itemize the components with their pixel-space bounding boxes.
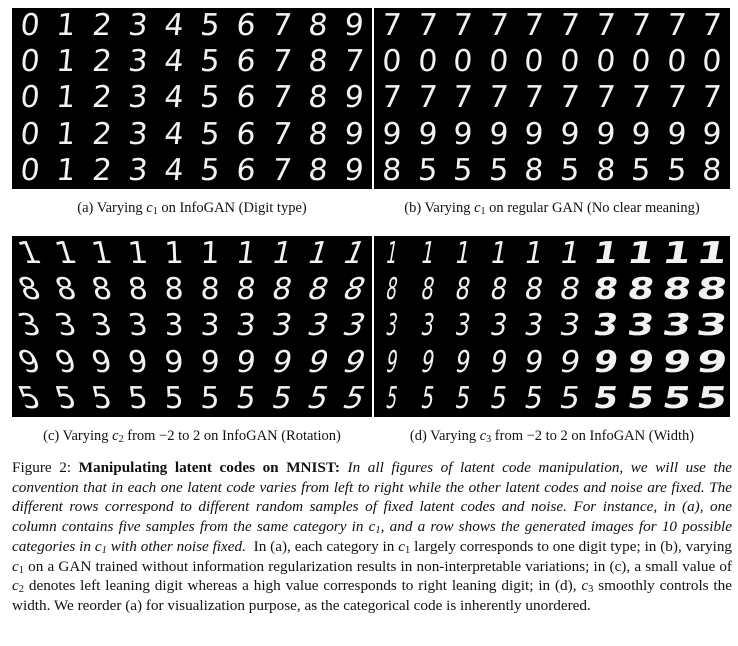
digit-cell: 8 [522, 272, 547, 308]
digit-cell: 8 [306, 80, 330, 116]
digit-cell: 3 [522, 308, 547, 344]
digit-cell: 5 [694, 380, 730, 416]
digit-cell: 8 [306, 116, 330, 152]
digit-cell: 5 [624, 380, 658, 416]
digit-cell: 1 [303, 236, 334, 272]
digit-cell: 7 [270, 116, 294, 152]
digit-cell: 5 [559, 152, 581, 188]
digit-cell: 8 [337, 272, 371, 308]
digit-cell: 0 [18, 44, 42, 80]
digit-cell: 3 [126, 116, 150, 152]
digit-cell: 3 [88, 308, 116, 344]
digit-cell: 1 [163, 236, 185, 272]
digit-cell: 8 [126, 272, 150, 308]
subcaption-c: (c) Varying $c_2$ from −2 to 2 on InfoGAN (Rotation) [43, 428, 341, 445]
caption-title: Manipulating latent codes on MNIST: [78, 459, 340, 476]
digit-cell: 7 [452, 80, 474, 116]
digit-cell: 9 [416, 116, 439, 152]
digit-cell: 5 [452, 380, 474, 416]
digit-cell: 7 [270, 152, 294, 188]
digit-cell: 2 [90, 116, 114, 152]
digit-cell: 3 [126, 80, 150, 116]
digit-cell: 5 [198, 152, 222, 188]
digit-cell: 9 [303, 344, 334, 380]
digit-cell: 5 [590, 380, 621, 416]
digit-cell: 1 [54, 80, 78, 116]
digit-cell: 7 [523, 8, 545, 44]
digit-cell: 8 [418, 272, 437, 308]
digit-cell: 7 [487, 80, 510, 116]
digit-cell: 3 [556, 308, 583, 344]
digit-cell: 1 [88, 236, 116, 272]
digit-cell: 8 [659, 272, 694, 308]
digit-cell: 4 [162, 44, 186, 80]
digit-cell: 8 [268, 272, 296, 308]
digit-cell: 7 [452, 8, 474, 44]
digit-cell: 5 [418, 380, 437, 416]
digit-cell: 3 [126, 8, 150, 44]
digit-cell: 3 [624, 308, 658, 344]
digit-cell: 5 [50, 380, 81, 416]
digit-cell: 7 [487, 8, 510, 44]
digit-cell: 9 [452, 344, 474, 380]
digit-cell: 6 [234, 80, 258, 116]
digit-cell: 9 [487, 116, 510, 152]
digit-cell: 0 [559, 44, 581, 80]
digit-cell: 9 [381, 116, 403, 152]
digit-cell: 3 [418, 308, 437, 344]
digit-cell: 0 [452, 44, 474, 80]
digit-cell: 9 [88, 344, 116, 380]
digit-cell: 0 [594, 44, 617, 80]
digit-cell: 0 [487, 44, 510, 80]
digit-cell: 7 [381, 80, 403, 116]
digit-cell: 3 [659, 308, 694, 344]
digit-cell: 7 [559, 8, 581, 44]
digit-cell: 9 [556, 344, 583, 380]
digit-cell: 5 [487, 152, 510, 188]
digit-cell: 7 [594, 8, 617, 44]
digit-cell: 3 [126, 44, 150, 80]
digit-cell: 2 [90, 8, 114, 44]
digit-cell: 1 [13, 236, 47, 272]
digit-cell: 1 [126, 236, 150, 272]
digit-cell: 5 [199, 380, 221, 416]
digit-cell: 3 [590, 308, 621, 344]
digit-cell: 8 [594, 152, 617, 188]
digit-cell: 9 [590, 344, 621, 380]
digit-cell: 6 [234, 44, 258, 80]
subcaption-a: (a) Varying $c_1$ on InfoGAN (Digit type) [77, 200, 307, 217]
digit-cell: 4 [162, 80, 186, 116]
digit-cell: 3 [199, 308, 221, 344]
digit-cell: 3 [694, 308, 730, 344]
digit-cell: 8 [556, 272, 583, 308]
digit-cell: 9 [418, 344, 437, 380]
digit-cell: 5 [163, 380, 185, 416]
digit-cell: 3 [303, 308, 334, 344]
digit-cell: 8 [88, 272, 116, 308]
digit-cell: 1 [694, 236, 730, 272]
panel-d-width-grid [374, 236, 730, 417]
digit-grid-c [12, 236, 372, 417]
digit-cell: 1 [452, 236, 474, 272]
digit-cell: 8 [383, 272, 401, 308]
digit-cell: 0 [381, 44, 403, 80]
digit-cell: 9 [199, 344, 221, 380]
digit-cell: 0 [18, 80, 42, 116]
subcaption-b: (b) Varying $c_1$ on regular GAN (No clear meaning) [404, 200, 700, 217]
digit-cell: 9 [342, 116, 366, 152]
digit-cell: 7 [416, 80, 439, 116]
panel-a-digit-type-grid [12, 8, 372, 189]
digit-cell: 8 [306, 8, 330, 44]
digit-cell: 8 [694, 272, 730, 308]
digit-cell: 8 [452, 272, 474, 308]
digit-cell: 2 [90, 44, 114, 80]
digit-cell: 1 [268, 236, 296, 272]
digit-cell: 7 [701, 8, 723, 44]
digit-cell: 1 [54, 152, 78, 188]
digit-cell: 7 [416, 8, 439, 44]
figure-caption: Figure 2: Manipulating latent codes on MNIST: In all figures of latent code manipulation, we will use the convention that in each one latent code varies from left to right while the other latent codes and noise are fixed. The different rows correspond to different random samples of fixed latent codes and noise. For instance, in (a), one column contains five samples from the same category in $c_1$, and a row shows the generated images for 10 possible categories in $c_1$ with other noise fixed. In (a), each category in $c_1$ largely corresponds to one digit type; in (b), varying $c_1$ on a GAN trained without information regularization results in non-interpretable variations; in (c), a small value of $c_2$ denotes left leaning digit whereas a high value corresponds to right leaning digit; in (d), $c_3$ smoothly controls the width. We reorder (a) for visualization purpose, as the categorical code is inherently unordered. [12, 459, 733, 614]
digit-cell: 3 [163, 308, 185, 344]
digit-cell: 7 [270, 44, 294, 80]
digit-grid-b [374, 8, 730, 189]
digit-cell: 8 [234, 272, 258, 308]
digit-cell: 1 [383, 236, 401, 272]
digit-cell: 7 [665, 80, 688, 116]
digit-cell: 9 [337, 344, 371, 380]
digit-cell: 7 [270, 80, 294, 116]
digit-cell: 4 [162, 116, 186, 152]
panel-c-rotation-grid [12, 236, 372, 417]
digit-cell: 3 [126, 152, 150, 188]
digit-cell: 8 [624, 272, 658, 308]
digit-cell: 9 [383, 344, 401, 380]
digit-cell: 9 [522, 344, 547, 380]
digit-cell: 9 [694, 344, 730, 380]
digit-cell: 0 [18, 152, 42, 188]
digit-cell: 1 [522, 236, 547, 272]
digit-grid-a [12, 8, 372, 189]
digit-cell: 8 [381, 152, 403, 188]
digit-cell: 2 [90, 152, 114, 188]
digit-cell: 5 [268, 380, 296, 416]
digit-cell: 9 [594, 116, 617, 152]
digit-cell: 0 [18, 116, 42, 152]
digit-cell: 9 [630, 116, 652, 152]
digit-grid-d [374, 236, 730, 417]
digit-cell: 9 [268, 344, 296, 380]
digit-cell: 5 [659, 380, 694, 416]
digit-cell: 5 [198, 44, 222, 80]
digit-cell: 9 [342, 8, 366, 44]
digit-cell: 5 [88, 380, 116, 416]
digit-cell: 3 [234, 308, 258, 344]
digit-cell: 9 [163, 344, 185, 380]
digit-cell: 1 [234, 236, 258, 272]
digit-cell: 2 [90, 80, 114, 116]
digit-cell: 5 [337, 380, 371, 416]
digit-cell: 3 [126, 308, 150, 344]
digit-cell: 8 [701, 152, 723, 188]
digit-cell: 9 [701, 116, 723, 152]
digit-cell: 7 [665, 8, 688, 44]
digit-cell: 8 [590, 272, 621, 308]
digit-cell: 7 [594, 80, 617, 116]
digit-cell: 3 [337, 308, 371, 344]
digit-cell: 6 [234, 152, 258, 188]
digit-cell: 3 [50, 308, 81, 344]
digit-cell: 7 [342, 44, 366, 80]
digit-cell: 5 [630, 152, 652, 188]
digit-cell: 7 [701, 80, 723, 116]
digit-cell: 5 [13, 380, 47, 416]
digit-cell: 1 [556, 236, 583, 272]
digit-cell: 1 [54, 44, 78, 80]
digit-cell: 5 [126, 380, 150, 416]
digit-cell: 7 [630, 8, 652, 44]
digit-cell: 5 [665, 152, 688, 188]
digit-cell: 1 [418, 236, 437, 272]
digit-cell: 5 [452, 152, 474, 188]
digit-cell: 9 [624, 344, 658, 380]
digit-cell: 3 [383, 308, 401, 344]
digit-cell: 8 [13, 272, 47, 308]
digit-cell: 0 [701, 44, 723, 80]
digit-cell: 6 [234, 116, 258, 152]
digit-cell: 7 [270, 8, 294, 44]
digit-cell: 5 [487, 380, 510, 416]
digit-cell: 0 [630, 44, 652, 80]
digit-cell: 8 [306, 152, 330, 188]
digit-cell: 5 [198, 116, 222, 152]
digit-cell: 9 [523, 116, 545, 152]
digit-cell: 5 [198, 8, 222, 44]
digit-cell: 1 [624, 236, 658, 272]
digit-cell: 1 [54, 8, 78, 44]
digit-cell: 9 [452, 116, 474, 152]
digit-cell: 1 [337, 236, 371, 272]
digit-cell: 9 [659, 344, 694, 380]
digit-cell: 7 [559, 80, 581, 116]
digit-cell: 5 [522, 380, 547, 416]
digit-cell: 3 [452, 308, 474, 344]
digit-cell: 8 [306, 44, 330, 80]
digit-cell: 5 [303, 380, 334, 416]
digit-cell: 0 [18, 8, 42, 44]
digit-cell: 4 [162, 152, 186, 188]
digit-cell: 5 [556, 380, 583, 416]
digit-cell: 1 [54, 116, 78, 152]
figure-label: Figure 2: [12, 459, 72, 476]
digit-cell: 7 [523, 80, 545, 116]
digit-cell: 7 [381, 8, 403, 44]
digit-cell: 8 [199, 272, 221, 308]
digit-cell: 9 [126, 344, 150, 380]
digit-cell: 5 [234, 380, 258, 416]
digit-cell: 9 [342, 80, 366, 116]
digit-cell: 9 [50, 344, 81, 380]
digit-cell: 8 [523, 152, 545, 188]
digit-cell: 1 [487, 236, 510, 272]
digit-cell: 9 [234, 344, 258, 380]
digit-cell: 8 [303, 272, 334, 308]
digit-cell: 6 [234, 8, 258, 44]
digit-cell: 4 [162, 8, 186, 44]
digit-cell: 8 [50, 272, 81, 308]
digit-cell: 3 [268, 308, 296, 344]
digit-cell: 9 [559, 116, 581, 152]
digit-cell: 7 [630, 80, 652, 116]
subcaption-d: (d) Varying $c_3$ from −2 to 2 on InfoGAN (Width) [409, 428, 695, 445]
digit-cell: 9 [665, 116, 688, 152]
digit-cell: 0 [416, 44, 439, 80]
panel-b-regular-gan-grid [374, 8, 730, 189]
digit-cell: 5 [416, 152, 439, 188]
digit-cell: 5 [198, 80, 222, 116]
digit-cell: 3 [487, 308, 510, 344]
digit-cell: 1 [590, 236, 621, 272]
digit-cell: 0 [523, 44, 545, 80]
digit-cell: 1 [659, 236, 694, 272]
digit-cell: 9 [342, 152, 366, 188]
digit-cell: 8 [163, 272, 185, 308]
digit-cell: 3 [13, 308, 47, 344]
digit-cell: 9 [13, 344, 47, 380]
digit-cell: 9 [487, 344, 510, 380]
digit-cell: 0 [665, 44, 688, 80]
digit-cell: 1 [199, 236, 221, 272]
digit-cell: 8 [487, 272, 510, 308]
digit-cell: 1 [50, 236, 81, 272]
digit-cell: 5 [383, 380, 401, 416]
